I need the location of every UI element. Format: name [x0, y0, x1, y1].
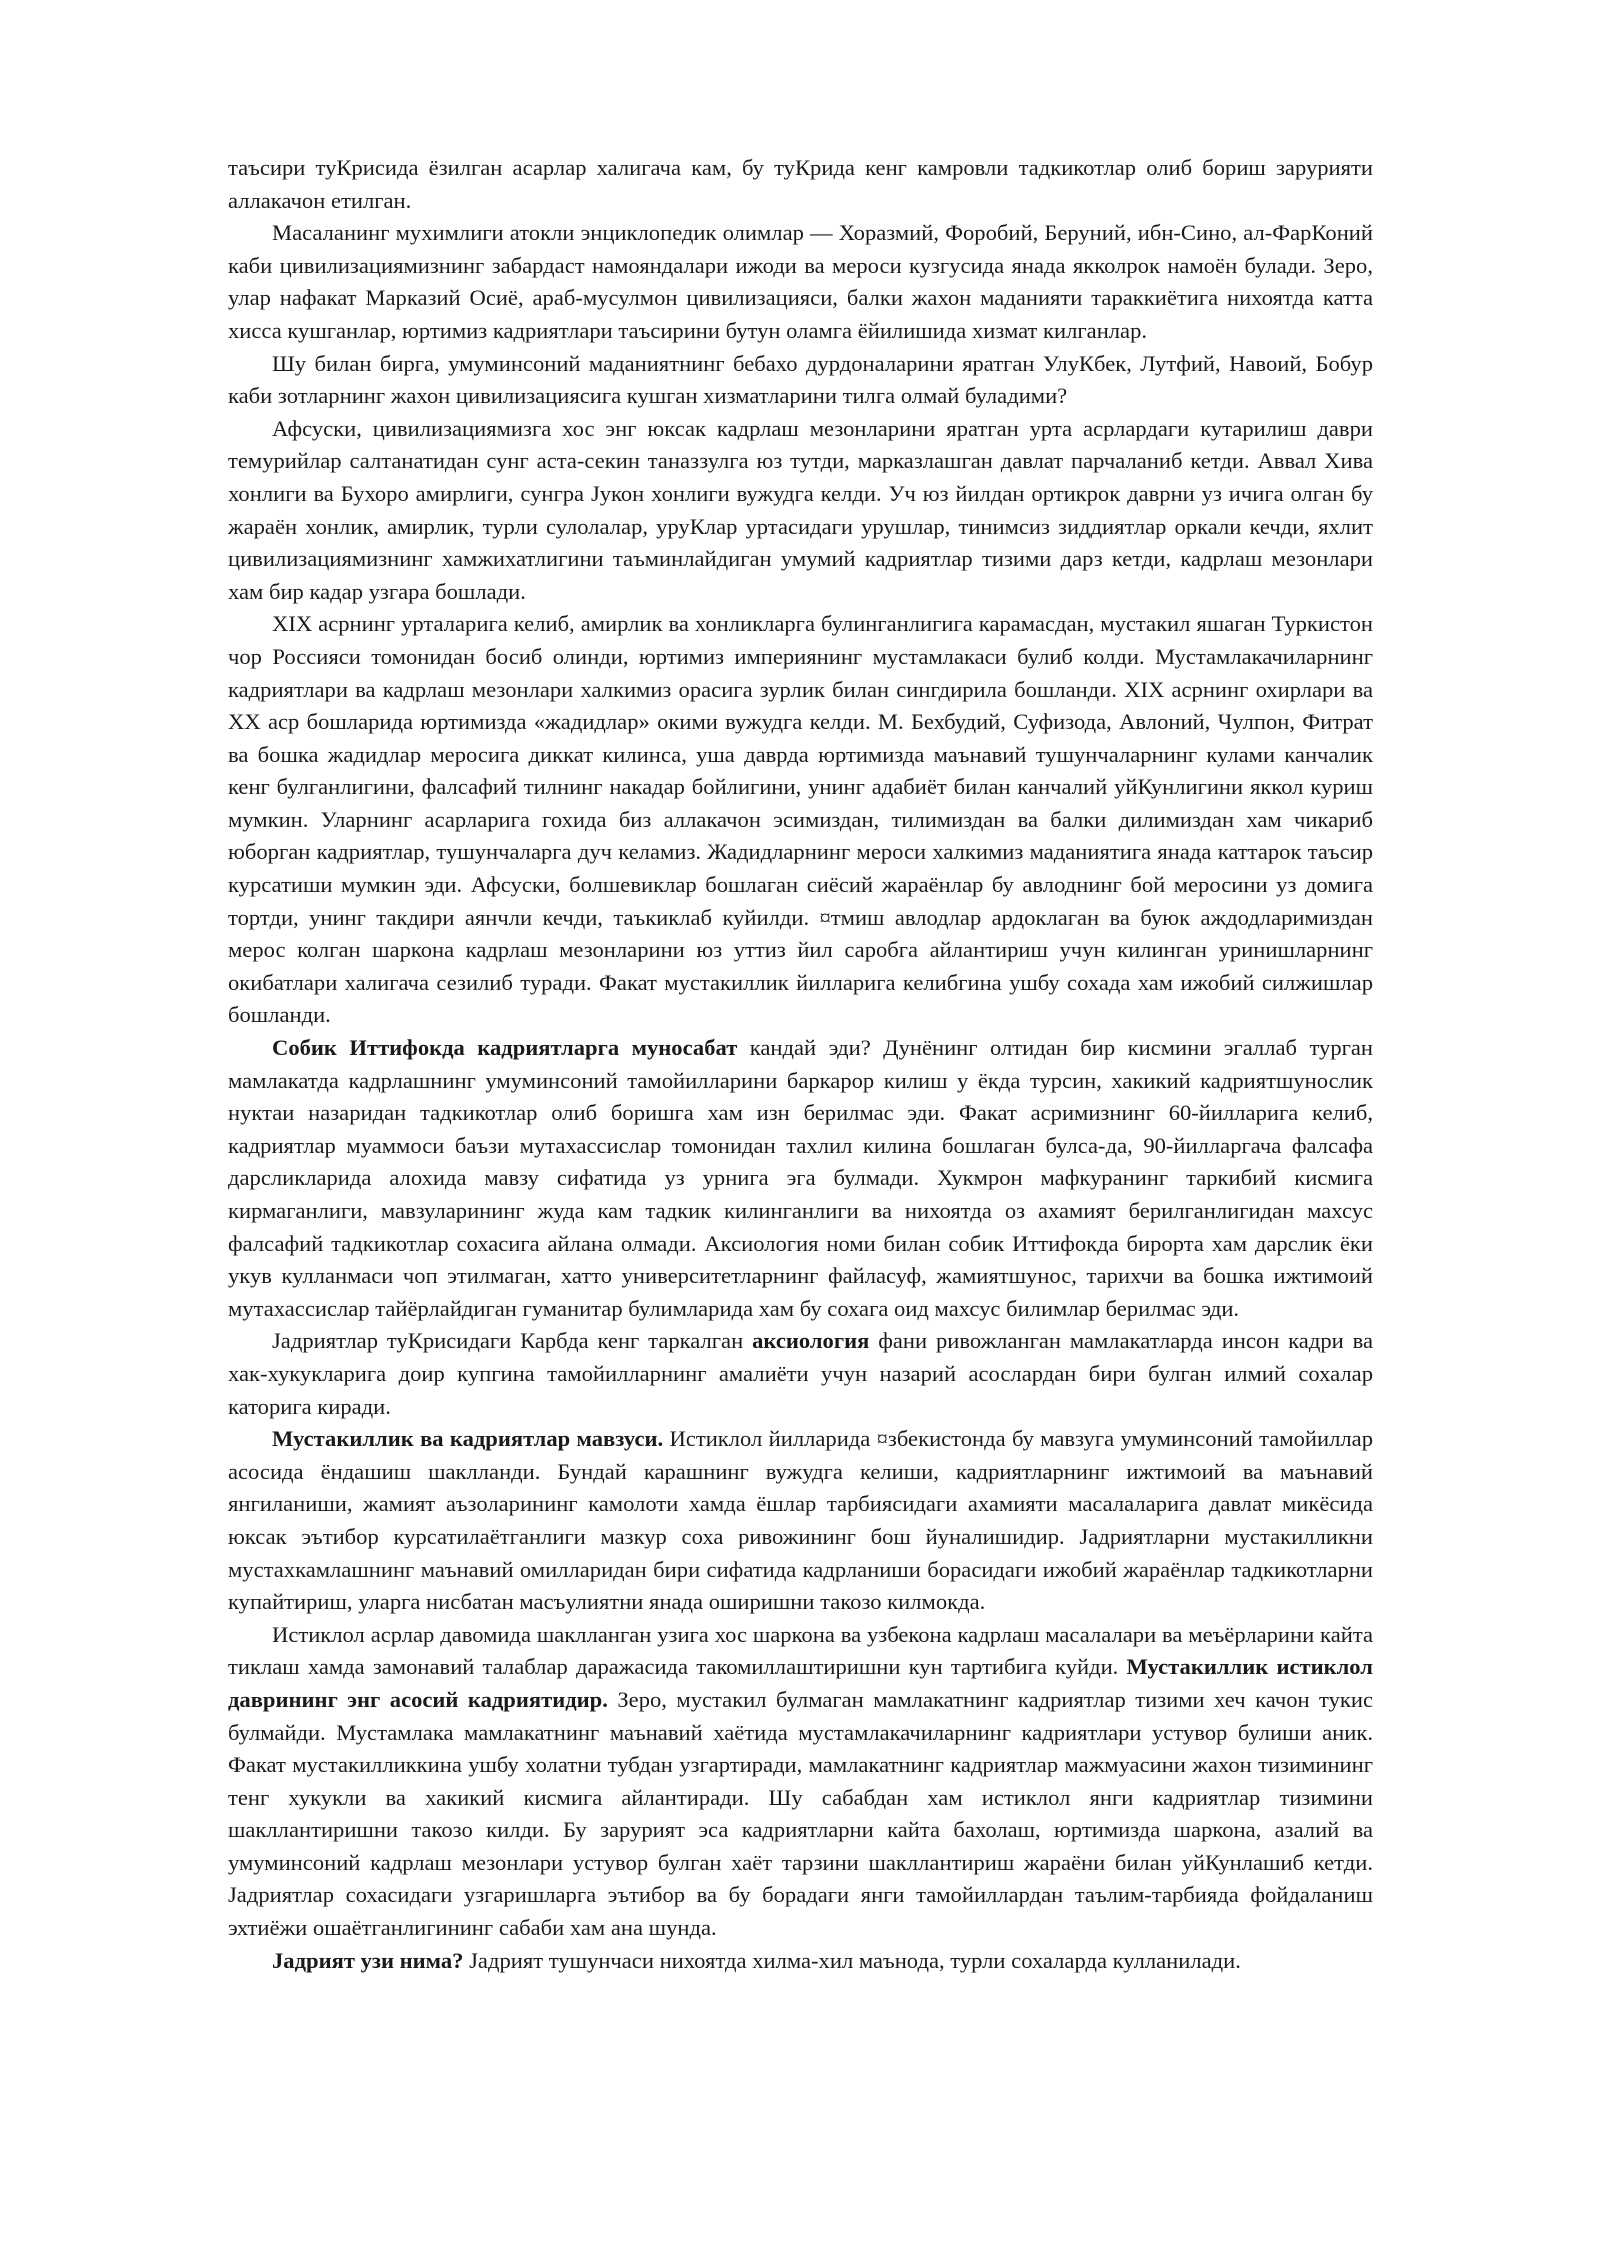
paragraph-6-heading: Собик Иттифокда кадриятларга муносабат: [272, 1035, 738, 1061]
paragraph-10: [228, 1945, 1373, 1978]
paragraph-8: [228, 1423, 1373, 1619]
paragraph-5: [228, 608, 1373, 1032]
paragraph-9-emphasis: Мустакиллик истиклол даврининг энг асосий кадриятидир.: [228, 1654, 1373, 1712]
paragraph-7-term: аксиология: [752, 1328, 870, 1354]
paragraph-10-heading: Jадрият узи нима?: [272, 1947, 464, 1973]
paragraph-2-text: Масаланинг мухимлиги атокли энциклопедик олимлар — Хоразмий, Форобий, Беруний, ибн-Сино, ал-ФарКоний каби цивилизациямизнинг забардаст намояндалари ижоди ва мероси кузгусида янада якколрок намоён булади. Зеро, улар нафакат Марказий Осиё, араб-мусулмон цивилизацияси, балки жахон маданияти тараккиётига нихоятда катта хисса кушганлар, юртимиз кадриятлари таъсирини бутун оламга ёйилишида хизмат килганлар.: [228, 220, 1373, 343]
paragraph-3-text: Шу билан бирга, умуминсоний маданиятнинг бебахо дурдоналарини яратган УлуКбек, Лутфий, Навоий, Бобур каби зотларнинг жахон цивилизациясига кушган хизматларини тилга олмай буладими?: [228, 350, 1373, 409]
paragraph-6-text: кандай эди? Дунёнинг олтидан бир кисмини эгаллаб турган мамлакатда кадрлашнинг умуминсоний тамойилларини баркарор килиш у ёкда турсин, хакикий кадриятшунослик нуктаи назаридан тадкикотлар олиб боришга хам изн берилмас эди. Факат асримизнинг 60-йилларига келиб, кадриятлар муаммоси баъзи мутахассислар томонидан тахлил килина бошлаган булса-да, 90-йилларгача фалсафа дарсликларида алохида мавзу сифатида уз урнига эга булмади. Хукмрон мафкуранинг таркибий кисмига кирмаганлиги, мавзуларининг жуда кам тадкик килинганлиги ва нихоятда оз ахамият берилганлигидан махсус фалсафий тадкикотлар сохасига айлана олмади. Аксиология номи билан собик Иттифокда бирорта хам дарслик ёки укув кулланмаси чоп этилмаган, хатто университетларнинг файласуф, жамиятшунос, тарихчи ва бошка ижтимоий мутахассислар тайёрлайдиган гуманитар булимларида хам бу сохага оид махсус билимлар берилмас эди.: [228, 1035, 1374, 1321]
paragraph-9-text: Зеро, мустакил булмаган мамлакатнинг кадриятлар тизими хеч качон тукис булмайди. Мустамлака мамлакатнинг маънавий хаётида мустамлакачиларнинг кадриятлари устувор булиши аник. Факат мустакилликкина ушбу холатни тубдан узгартиради, мамлакатнинг кадриятлар мажмуасини жахон тизимининг тенг хукукли ва хакикий кисмига айлантиради. Шу сабабдан хам истиклол янги кадриятлар тизимини шакллантиришни такозо килди. Бу зарурият эса кадриятларни кайта бахолаш, юртимизда шаркона, азалий ва умуминсоний кадрлаш мезонлари устувор булган хаёт тарзини шакллантириш жараёни билан уйКунлашиб кетди. Jадриятлар сохасидаги узгаришларга эътибор ва бу борадаги янги тамойиллардан таълим-тарбияда фойдаланиш эхтиёжи ошаётганлигининг сабаби хам ана шунда.: [228, 1686, 1374, 1941]
paragraph-8-text: Истиклол йилларида ¤збекистонда бу мавзуга умуминсоний тамойиллар асосида ёндашиш шаклланди. Бундай карашнинг вужудга келиши, кадриятларнинг ижтимоий ва маънавий янгиланиши, жамият аъзоларининг камолоти хамда ёшлар тарбиясидаги ахамияти масалаларига давлат микёсида юксак эътибор курсатилаётганлиги мазкур соха ривожининг бош йуналишидир. Jадриятларни мустакилликни мустахкамлашнинг маънавий омилларидан бири сифатида кадрланиши борасидаги ижобий жараёнлар тадкикотларни купайтириш, уларга нисбатан масъулиятни янада оширишни такозо килмокда.: [228, 1426, 1373, 1615]
paragraph-7: [228, 1325, 1373, 1423]
paragraph-1: [228, 152, 1373, 217]
paragraph-10-text: Jадрият тушунчаси нихоятда хилма-хил маънода, турли сохаларда кулланилади.: [463, 1947, 1241, 1973]
paragraph-3: [228, 348, 1373, 413]
paragraph-1-text: таъсири туКрисида ёзилган асарлар халигача кам, бу туКрида кенг камровли тадкикотлар олиб бориш зарурияти аллакачон етилган.: [228, 155, 1373, 213]
paragraph-7-lead: Jадриятлар туКрисидаги Карбда кенг таркалган: [272, 1328, 753, 1354]
document-page: [228, 152, 1373, 1977]
paragraph-5-text: XIX асрнинг урталарига келиб, амирлик ва хонликларга булинганлигига карамасдан, мустакил яшаган Туркистон чор Россияси томонидан босиб олинди, юртимиз империянинг мустамлакаси булиб колди. Мустамлакачиларнинг кадриятлари ва кадрлаш мезонлари халкимиз орасига зурлик билан сингдирила бошланди. XIX асрнинг охирлари ва XX аср бошларида юртимизда «жадидлар» окими вужудга келди. М. Бехбудий, Суфизода, Авлоний, Чулпон, Фитрат ва бошка жадидлар меросига диккат килинса, уша даврда юртимизда маънавий тушунчаларнинг кулами канчалик кенг булганлигини, фалсафий тилнинг накадар бойлигини, унинг адабиёт билан канчалий уйКунлигини яккол куриш мумкин. Уларнинг асарларига гохида биз аллакачон эсимиздан, тилимиздан ва балки дилимиздан хам чикариб юборган кадриятлар, тушунчаларга дуч келамиз. Жадидларнинг мероси халкимиз маданиятига янада каттарок таъсир курсатиши мумкин эди. Афсуски, болшевиклар бошлаган сиёсий жараёнлар бу авлоднинг бой меросини уз домига тортди, унинг такдири аянчли кечди, таъкиклаб куйилди. ¤тмиш авлодлар ардоклаган ва буюк аждодларимиздан мерос колган шаркона кадрлаш мезонларини юз уттиз йил саробга айлантириш учун килинган уринишларнинг окибатлари халигача сезилиб туради. Факат мустакиллик йилларига келибгина ушбу сохада хам ижобий силжишлар бошланди.: [228, 611, 1373, 1028]
paragraph-8-heading: Мустакиллик ва кадриятлар мавзуси.: [272, 1426, 664, 1452]
paragraph-4-text: Афсуски, цивилизациямизга хос энг юксак кадрлаш мезонларини яратган урта асрлардаги кутарилиш даври темурийлар салтанатидан сунг аста-секин таназзулга юз тутди, марказлашган давлат парчаланиб кетди. Аввал Хива хонлиги ва Бухоро амирлиги, сунгра Jукон хонлиги вужудга келди. Уч юз йилдан ортикрок даврни уз ичига олган бу жараён хонлик, амирлик, турли сулолалар, уруКлар уртасидаги урушлар, тинимсиз зиддиятлар оркали кечди, яхлит цивилизациямизнинг хамжихатлигини таъминлайдиган умумий кадриятлар тизими дарз кетди, кадрлаш мезонлари хам бир кадар узгара бошлади.: [228, 415, 1373, 604]
paragraph-4: [228, 413, 1373, 609]
paragraph-6: [228, 1032, 1373, 1325]
paragraph-7-text: фани ривожланган мамлакатларда инсон кадри ва хак-хукукларига доир купгина тамойилларнинг амалиёти учун назарий асослардан бири булган илмий сохалар каторига киради.: [228, 1328, 1373, 1419]
paragraph-2: [228, 217, 1373, 347]
paragraph-9: [228, 1619, 1373, 1945]
paragraph-9-lead: Истиклол асрлар давомида шаклланган узига хос шаркона ва узбекона кадрлаш масалалари ва меъёрларини кайта тиклаш хамда замонавий талаблар даражасида такомиллаштиришни кун тартибига куйди.: [228, 1621, 1373, 1680]
